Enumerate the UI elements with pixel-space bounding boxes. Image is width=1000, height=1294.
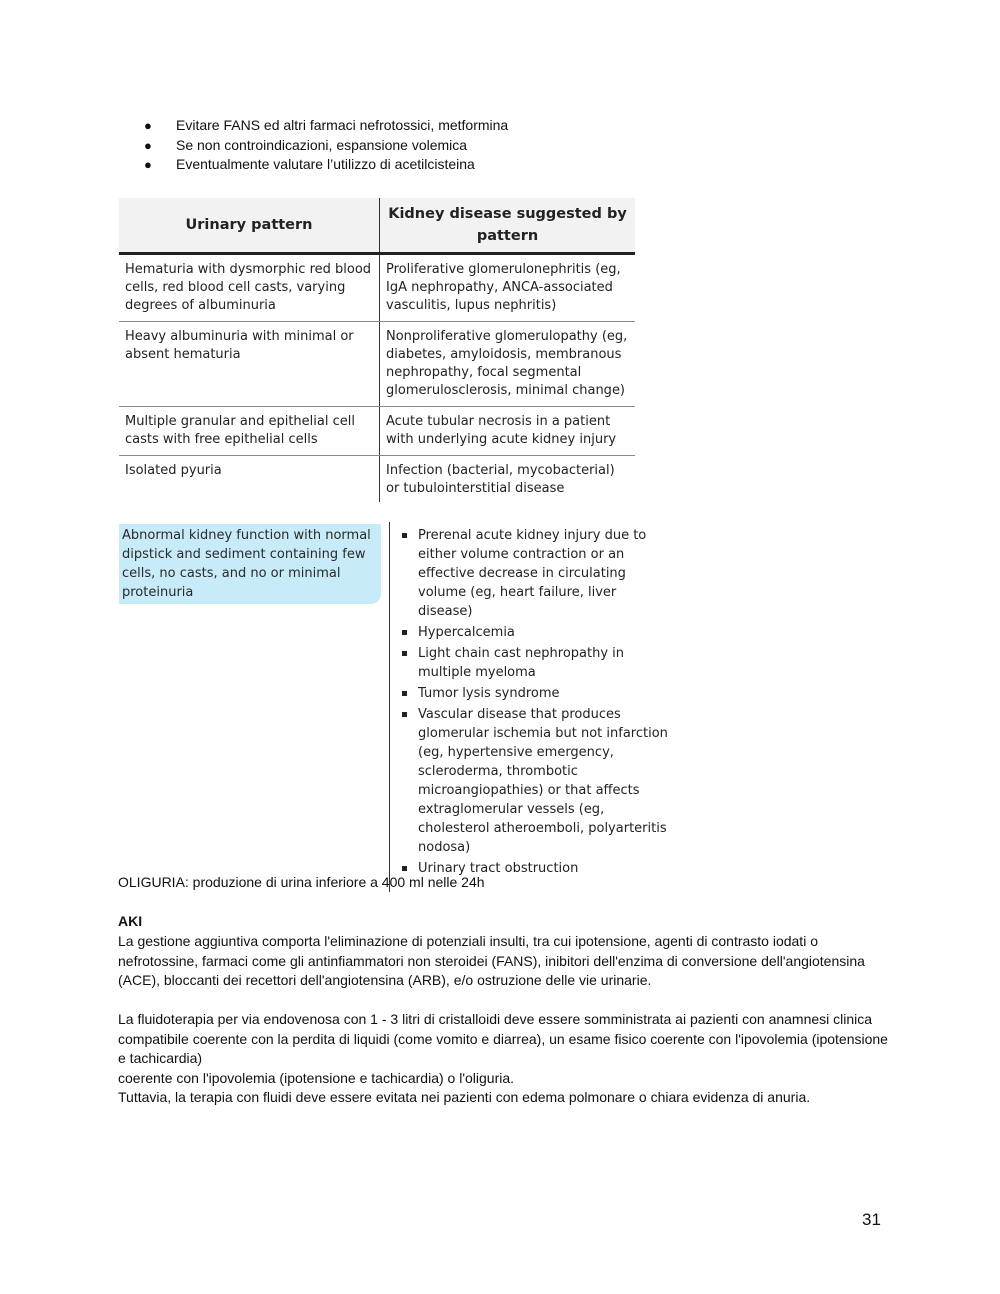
fluid-therapy-paragraph: [118, 1010, 888, 1108]
disease-text: Tumor lysis syndrome: [418, 686, 560, 701]
pattern-cell: Isolated pyuria: [125, 463, 222, 478]
bullet-text: Se non controindicazioni, espansione volemica: [176, 136, 468, 153]
table-header-row: [119, 198, 635, 254]
disease-list-item: [402, 684, 672, 703]
urinary-pattern-figure: [119, 198, 679, 894]
bullet-text: Evitare FANS ed altri farmaci nefrotossici, metformina: [176, 117, 509, 133]
square-bullet-icon: [402, 630, 407, 635]
disease-list-item: [402, 526, 672, 621]
aki-paragraph: La gestione aggiuntiva comporta l'eliminazione di potenziali insulti, tra cui ipotensione, agenti di contrasto iodati o nefrotossine, farmaci come gli antinfiammatori non steroidei (FANS), inibitori dell'enzima di conversione dell'angiotensina (ACE), bloccanti dei recettori dell'angiotensina (ARB), e/o ostruzione delle vie urinarie.: [118, 933, 865, 988]
bullet-dot-icon: ●: [144, 118, 152, 133]
table-row: [119, 254, 635, 322]
column-header-urinary-pattern: Urinary pattern: [119, 198, 380, 254]
paragraph-line: La fluidoterapia per via endovenosa con 1 - 3 litri di cristalloidi deve essere somministrata ai pazienti con anamnesi clinica compatibile coerente con la perdita di liquidi (come vomito e diarrea), un esame fisico coerente con l'ipovolemia (ipotensione e tachicardia): [118, 1011, 888, 1066]
table-row: [119, 407, 635, 456]
highlight-pattern-cell: Abnormal kidney function with normal dipstick and sediment containing few cells, no casts, and no or minimal proteinuria: [119, 524, 381, 604]
column-header-kidney-disease: Kidney disease suggested by pattern: [380, 198, 636, 254]
disease-text: Hypercalcemia: [418, 625, 515, 640]
disease-cell: Proliferative glomerulonephritis (eg, IgA nephropathy, ANCA-associated vasculitis, lupus nephritis): [380, 254, 636, 322]
pattern-cell: Heavy albuminuria with minimal or absent hematuria: [119, 322, 380, 407]
bullet-list: [118, 116, 508, 175]
square-bullet-icon: [402, 533, 407, 538]
disease-bullet-list: [402, 526, 672, 880]
disease-text: Light chain cast nephropathy in multiple myeloma: [418, 646, 625, 680]
disease-text: Prerenal acute kidney injury due to either volume contraction or an effective decrease in circulating volume (eg, heart failure, liver disease): [418, 528, 647, 619]
paragraph-line: Tuttavia, la terapia con fluidi deve essere evitata nei pazienti con edema polmonare o chiara evidenza di anuria.: [118, 1089, 811, 1105]
disease-list-item: [402, 705, 672, 857]
aki-heading: AKI: [118, 913, 143, 929]
square-bullet-icon: [402, 691, 407, 696]
bullet-dot-icon: ●: [144, 137, 152, 153]
square-bullet-icon: [402, 651, 407, 656]
page-number: 31: [862, 1210, 881, 1229]
disease-list-item: [402, 623, 672, 642]
disease-cell: Nonproliferative glomerulopathy (eg, diabetes, amyloidosis, membranous nephropathy, focal segmental glomerulosclerosis, minimal change): [380, 322, 636, 407]
bullet-text: Eventualmente valutare l’utilizzo di acetilcisteina: [176, 156, 475, 172]
table-row: [119, 456, 635, 503]
paragraph-line: coerente con l'ipovolemia (ipotensione e tachicardia) o l'oliguria.: [118, 1069, 515, 1086]
column-divider: [389, 522, 390, 892]
pattern-cell: Hematuria with dysmorphic red blood cells, red blood cell casts, varying degrees of albuminuria: [119, 254, 380, 322]
disease-cell: Acute tubular necrosis in a patient with underlying acute kidney injury: [380, 407, 636, 456]
disease-list-item: [402, 644, 672, 682]
oliguria-definition: OLIGURIA: produzione di urina inferiore a 400 ml nelle 24h: [118, 874, 485, 890]
highlight-row: [119, 522, 679, 894]
square-bullet-icon: [402, 712, 407, 717]
bullet-item: [118, 136, 508, 156]
bullet-dot-icon: ●: [144, 157, 152, 172]
urinary-pattern-table: [119, 198, 635, 502]
disease-cell: Infection (bacterial, mycobacterial) or tubulointerstitial disease: [380, 456, 636, 503]
bullet-item: [118, 116, 508, 136]
bullet-item: [118, 155, 508, 175]
square-bullet-icon: [402, 866, 407, 871]
disease-text: Urinary tract obstruction: [418, 861, 579, 876]
disease-text: Vascular disease that produces glomerular ischemia but not infarction (eg, hypertensive emergency, scleroderma, thrombotic microangiopathies) or that affects extraglomerular vessels (eg, cholesterol atheroemboli, polyarteritis nodosa): [418, 707, 668, 855]
pattern-cell: Multiple granular and epithelial cell casts with free epithelial cells: [119, 407, 380, 456]
table-row: [119, 322, 635, 407]
